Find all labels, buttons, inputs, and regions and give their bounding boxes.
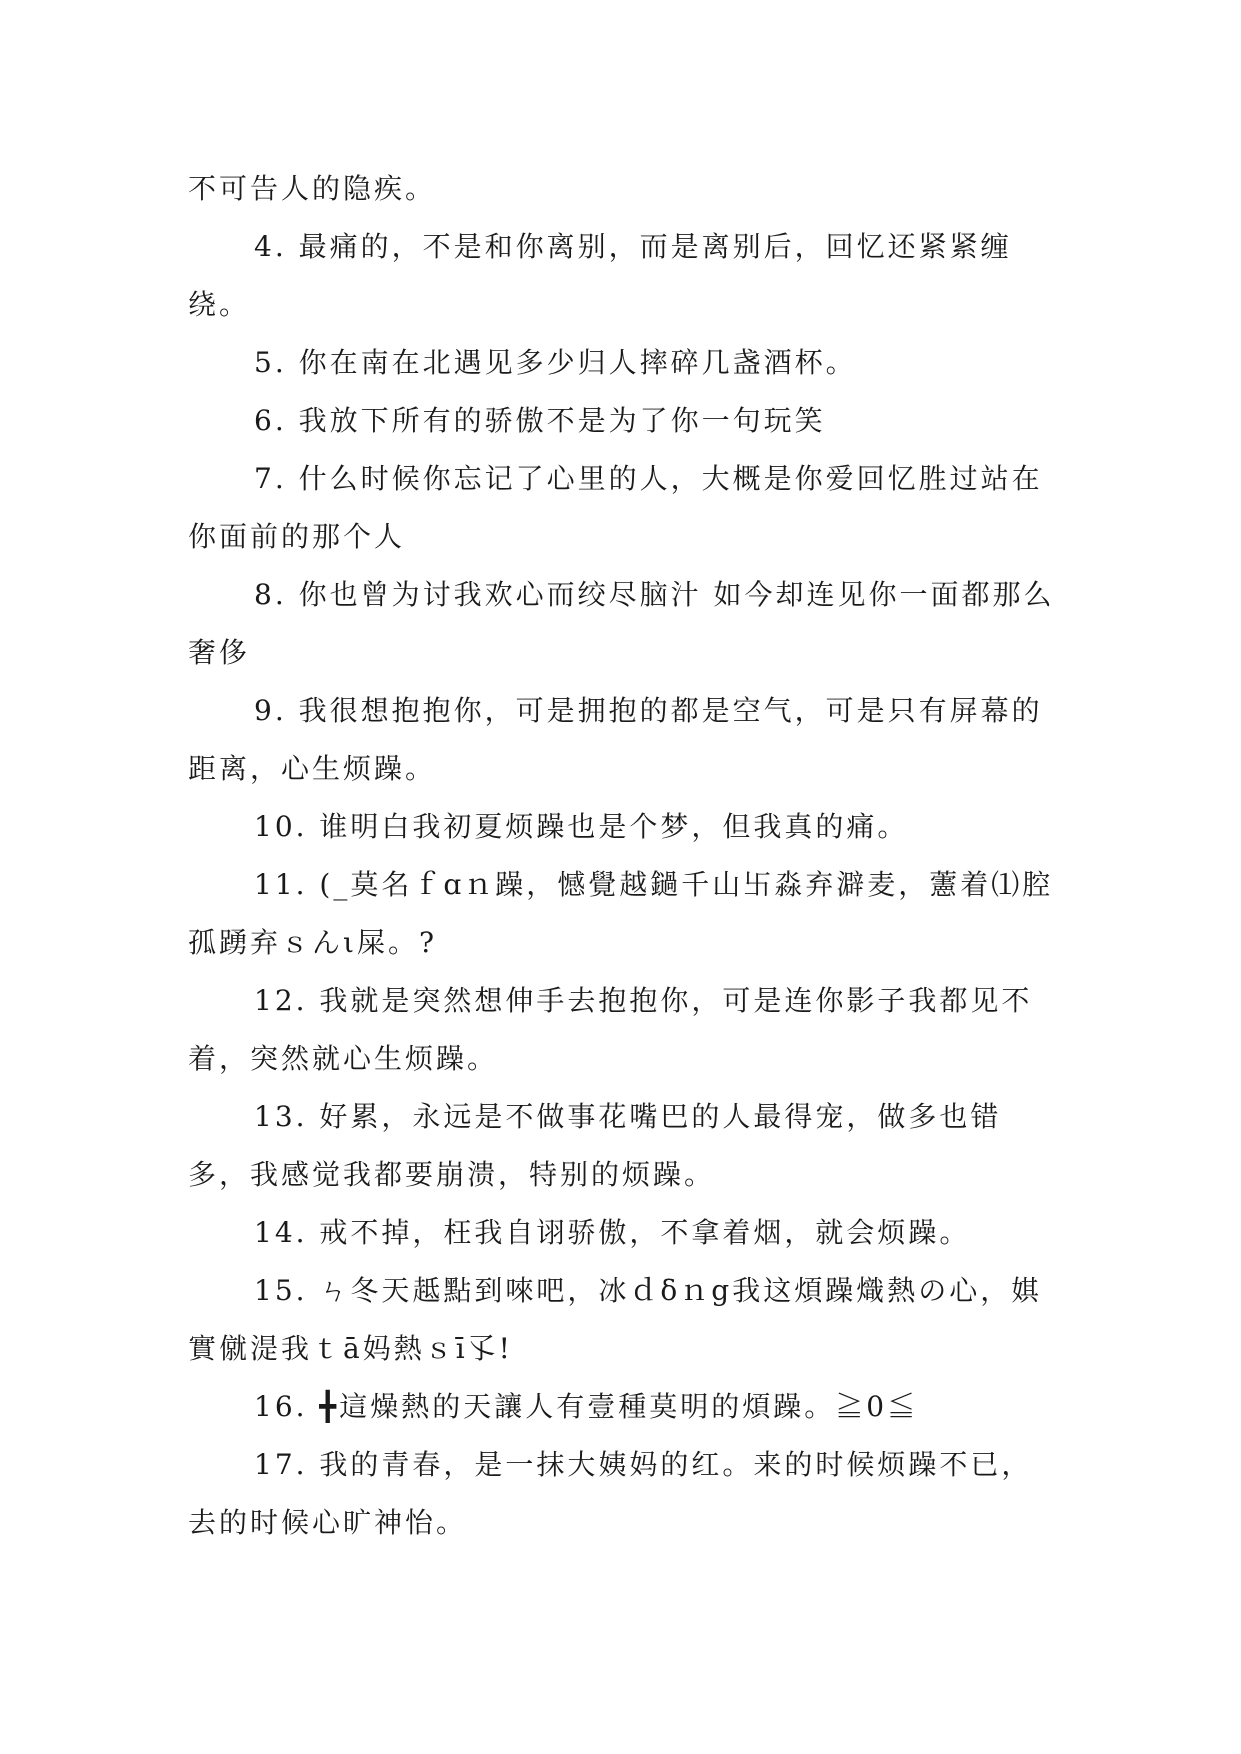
list-item: 7. 什么时候你忘记了心里的人，大概是你爱回忆胜过站在你面前的那个人 xyxy=(188,462,1043,553)
list-item: 5. 你在南在北遇见多少归人摔碎几盏酒杯。 xyxy=(254,346,857,379)
list-item: 12. 我就是突然想伸手去抱抱你，可是连你影子我都见不着，突然就心生烦躁。 xyxy=(188,984,1033,1075)
paragraph: 不可告人的隐疾。 xyxy=(188,172,437,205)
list-item: 10. 谁明白我初夏烦躁也是个梦，但我真的痛。 xyxy=(254,810,909,843)
list-item: 17. 我的青春，是一抹大姨妈的红。来的时候烦躁不已，去的时候心旷神怡。 xyxy=(188,1448,1033,1539)
list-item: 13. 好累，永远是不做事花嘴巴的人最得宠，做多也错多，我感觉我都要崩溃，特别的烦躁。 xyxy=(188,1100,1002,1191)
list-item: 15. ㄣ冬天趆點到唻吧，冰ｄδｎg我这煩躁熾熱の心，娸實僦湜我ｔā妈熱ｓī孓! xyxy=(188,1274,1043,1365)
list-item: 9. 我很想抱抱你，可是拥抱的都是空气，可是只有屏幕的距离，心生烦躁。 xyxy=(188,694,1043,785)
list-item: 14. 戒不掉，枉我自诩骄傲，不拿着烟，就会烦躁。 xyxy=(254,1216,971,1249)
list-item: 4. 最痛的，不是和你离别，而是离别后，回忆还紧紧缠绕。 xyxy=(188,230,1012,321)
list-item: 6. 我放下所有的骄傲不是为了你一句玩笑 xyxy=(254,404,826,437)
list-item: 16. ╋這燥熱的天讓人有壹種莫明的煩躁。≧0≦ xyxy=(254,1390,919,1423)
list-item: 8. 你也曾为讨我欢心而绞尽脑汁 如今却连见你一面都那么奢侈 xyxy=(188,578,1055,669)
document-body xyxy=(188,160,1058,1552)
list-item: 11. (_莫名ｆɑｎ躁，憾覺越鐹千山卐淼弃澼麦，藼着⑴腔孤踴弃ｓんι屎。? xyxy=(188,868,1054,959)
